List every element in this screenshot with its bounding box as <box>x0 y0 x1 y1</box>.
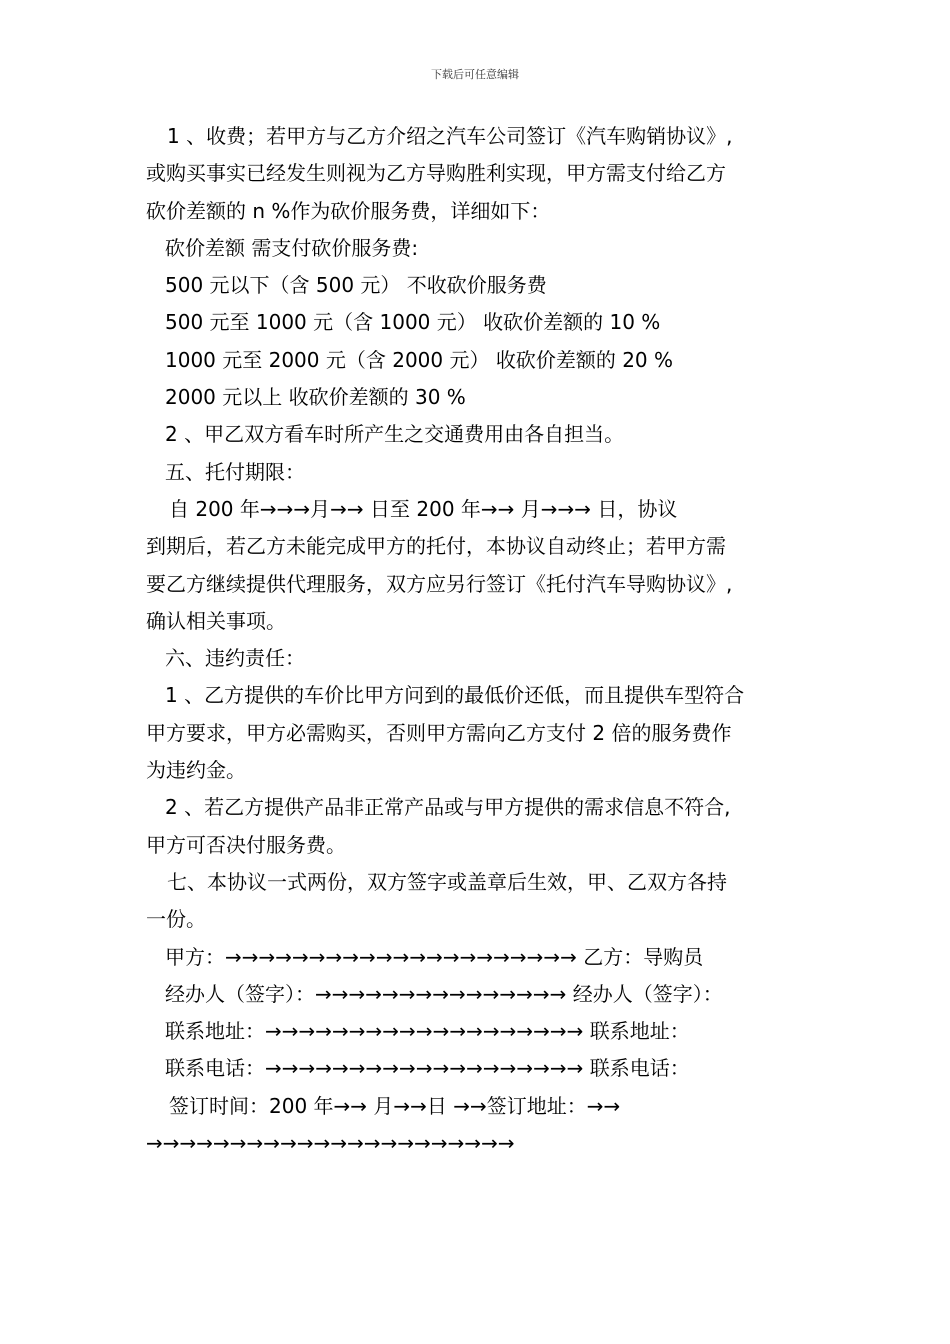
text-line: 甲方要求，甲方必需购买，否则甲方需向乙方支付 2 倍的服务费作 <box>146 720 732 745</box>
text-line: 为违约金。 <box>146 758 246 783</box>
text-line: 联系地址：→→→→→→→→→→→→→→→→→→→ 联系地址： <box>165 1019 690 1044</box>
text-line: 1 、乙方提供的车价比甲方问到的最低价还低，而且提供车型符合 <box>165 683 745 708</box>
text-line: →→→→→→→→→→→→→→→→→→→→→→ <box>146 1131 515 1156</box>
text-line: 甲方：→→→→→→→→→→→→→→→→→→→→→ 乙方：导购员 <box>165 944 704 969</box>
text-line: 七、本协议一式两份，双方签字或盖章后生效，甲、乙双方各持 <box>167 869 727 894</box>
text-line: 500 元至 1000 元（含 1000 元） 收砍价差额的 10 % <box>165 310 661 335</box>
text-line: 甲方可否决付服务费。 <box>146 832 346 857</box>
text-line: 砍价差额的 n %作为砍价服务费，详细如下： <box>146 198 551 223</box>
text-line: 1000 元至 2000 元（含 2000 元） 收砍价差额的 20 % <box>165 347 674 372</box>
text-line: 确认相关事项。 <box>146 608 286 633</box>
text-line: 自 200 年→→→月→→ 日至 200 年→→ 月→→→ 日，协议 <box>169 496 678 521</box>
text-line: 六、违约责任： <box>165 646 305 671</box>
text-line: 签订时间：200 年→→ 月→→日 →→签订地址：→→ <box>169 1093 621 1118</box>
text-line: 或购买事实已经发生则视为乙方导购胜利实现，甲方需支付给乙方 <box>146 161 726 186</box>
page-header-note: 下载后可任意编辑 <box>431 68 519 81</box>
text-line: 500 元以下（含 500 元） 不收砍价服务费 <box>165 273 547 298</box>
text-line: 要乙方继续提供代理服务，双方应另行签订《托付汽车导购协议》, <box>146 571 733 596</box>
text-line: 2000 元以上 收砍价差额的 30 % <box>165 385 466 410</box>
contract-body <box>146 118 826 1162</box>
text-line: 1 、收费；若甲方与乙方介绍之汽车公司签订《汽车购销协议》, <box>167 124 733 148</box>
text-line: 一份。 <box>146 907 206 932</box>
text-line: 砍价差额 需支付砍价服务费: <box>165 235 419 260</box>
text-line: 2 、甲乙双方看车时所产生之交通费用由各自担当。 <box>165 422 625 447</box>
text-line: 经办人（签字）：→→→→→→→→→→→→→→→ 经办人（签字）： <box>165 981 723 1006</box>
text-line: 到期后，若乙方未能完成甲方的托付，本协议自动终止；若甲方需 <box>146 534 726 559</box>
text-line: 五、托付期限： <box>165 459 305 484</box>
text-line: 联系电话：→→→→→→→→→→→→→→→→→→→ 联系电话： <box>165 1056 690 1081</box>
text-line: 2 、若乙方提供产品非正常产品或与甲方提供的需求信息不符合, <box>165 795 731 820</box>
